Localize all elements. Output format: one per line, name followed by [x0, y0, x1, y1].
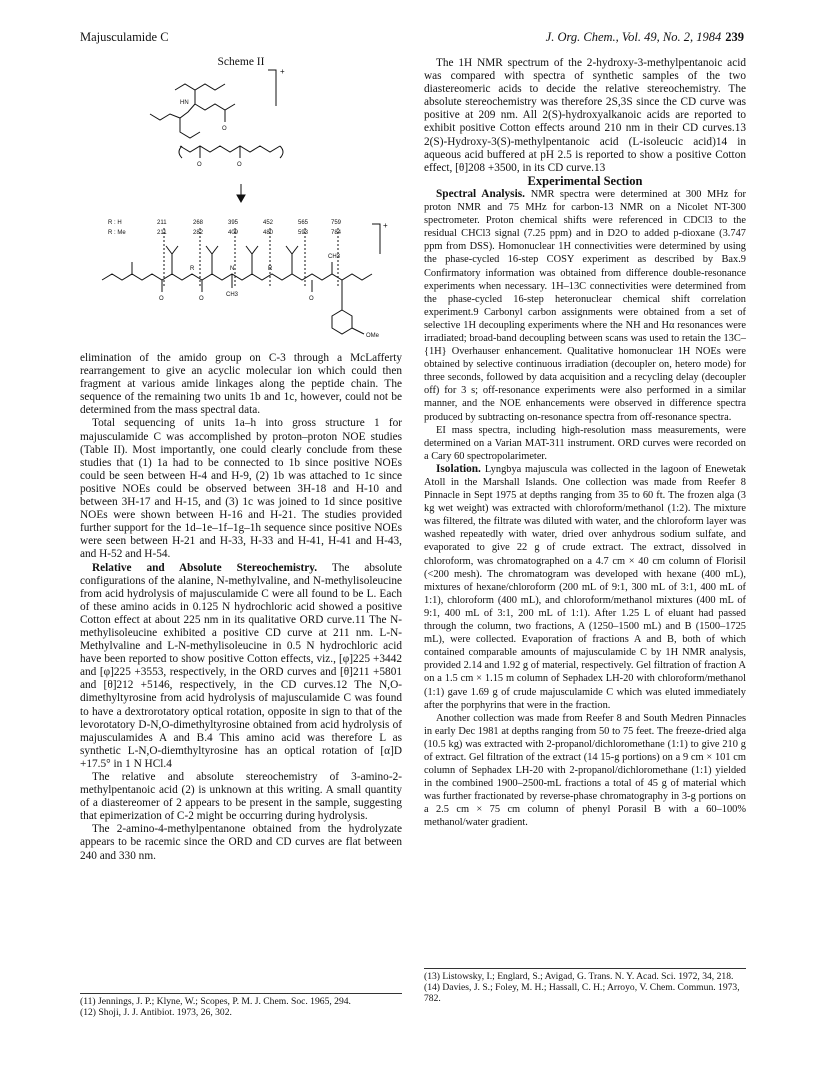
o-label-6: O	[309, 296, 314, 302]
subsection-heading-stereochemistry: Relative and Absolute Stereochemistry.	[92, 561, 318, 574]
isopropyl-bond-3	[246, 246, 258, 274]
o-label-4: O	[159, 296, 164, 302]
footnote-rule-right	[424, 968, 746, 969]
charge-label-lower: +	[383, 221, 388, 230]
footnotes-right	[424, 971, 746, 1005]
scheme-title: Scheme II	[217, 56, 265, 68]
r-label-1: R	[190, 266, 195, 272]
mass-h-395: 395	[228, 220, 239, 226]
mass-me-211: 211	[157, 230, 167, 236]
left-paragraph-3-body: The absolute configurations of the alanine, N-methylvaline, and N-methylisoleucine from acid hydrolysis of majusculamide C were all found to be L. Each of these amino acids in 0.125 N hydrochloric acid showed a positive Cotton effect at about 225 nm in its qualitative ORD curve.11 The N-methylisoleucine exhibited a positive CD curve at 211 nm. L-N-Methylvaline and L-N-methylisoleucine in 0.5 N hydrochloric acid have been reported to show positive Cotton effects, viz., [φ]225 +3442 and [φ]225 +3553, respectively, in the ORD curves and [θ]211 +5801 and [θ]212 +5146, respectively, in the CD curves.12 The N,O-dimethyltyrosine from acid hydrolysis of majusculamide C was found to have a dextrorotatory optical rotation, opposite in sign to that of the levorotatory D-N,O-dimethyltyrosine obtained from acid hydrolysis of majusculamides A and B.4 This amino acid was therefore L as synthetic L-N,O-diemthyltyrosine has an optical rotation of [α]D +17.5° in 1 N HCl.4	[80, 561, 402, 770]
footnotes-left	[80, 996, 402, 1018]
mass-me-480: 480	[263, 230, 274, 236]
isopropyl-bond-4	[286, 246, 298, 274]
wavy-end-right	[280, 146, 283, 158]
footnote-13: (13) Listowsky, I.; Englard, S.; Avigad, G. Trans. N. Y. Acad. Sci. 1972, 34, 218.	[424, 971, 734, 982]
mass-me-282: 282	[193, 230, 204, 236]
mass-me-593: 593	[298, 230, 309, 236]
left-paragraph-4: The relative and absolute stereochemistry of 3-amino-2-methylpentanoic acid (2) is unknown at this writing. A small quantity of a diastereomer of 2 appears to be present in the sample, suggesting that epimerization of C-2 might be occurring during hydrolysis.	[80, 771, 402, 823]
o-label-1: O	[222, 126, 227, 132]
methoxy-bond	[352, 328, 364, 334]
reaction-arrow-head	[237, 195, 245, 202]
subsection-heading-isolation: Isolation.	[436, 462, 481, 475]
ring-bond-right	[195, 104, 235, 110]
footnote-12: (12) Shoji, J. J. Antibiot. 1973, 26, 302.	[80, 1007, 232, 1019]
mass-h-211: 211	[157, 220, 167, 226]
mass-h-565: 565	[298, 220, 309, 226]
mass-h-268: 268	[193, 220, 204, 226]
footnote-14: (14) Davies, J. S.; Foley, M. H.; Hassall, C. H.; Arroyo, V. Chem. Commun. 1973, 782.	[424, 982, 740, 1005]
left-paragraph-3	[80, 562, 402, 772]
scheme-figure	[80, 48, 402, 350]
row-label-h: R : H	[108, 220, 122, 226]
isopropyl-bond-2	[206, 246, 218, 274]
top-chain-bond	[175, 84, 225, 90]
n-label-1: N	[230, 266, 235, 272]
right-column	[424, 57, 746, 830]
row-label-me: R : Me	[108, 230, 126, 236]
r-label-2: R	[268, 266, 273, 272]
lower-ring-bond	[180, 118, 200, 138]
left-paragraph-5: The 2-amino-4-methylpentanone obtained from the hydrolyzate appears to be racemic since the ORD and CD curves are flat between 240 and 330 nm.	[80, 823, 402, 862]
left-paragraph-1: elimination of the amido group on C-3 through a McLafferty rearrangement to give an acyclic molecular ion which could then fragment at various amide linkages along the peptide chain. The sequence of the remaining two units 1b and 1c, however, could not be determined from the mass spectral data.	[80, 352, 402, 417]
footnote-rule-left	[80, 993, 402, 994]
charge-bracket-lower	[372, 224, 380, 254]
o-label-5: O	[199, 296, 204, 302]
left-column	[80, 352, 402, 863]
right-paragraph-4-body: Lyngbya majuscula was collected in the lagoon of Enewetak Atoll in the Marshall Islands. One collection was made from Reefer 8 Pinnacle in Sept 1975 at depths ranging from 35 to 60 ft. The frozen alga (3 kg wet weight) was extracted with chloroform/methanol (1:2). The mixture was filtered, the filtrate was diluted with water, and the chloroform layer was washed repeatedly with water, dried over anhydrous sodium sulfate, and evaporated to give 22 g of crude extract. The extract, dissolved in chloroform, was chromatographed on a 4.7 cm × 40 cm column of Florisil (<200 mesh). The chromatogram was developed with hexane (400 mL), mixtures of hexane/chloroform (200 mL of 9:1, 300 mL of 3:1, 400 mL of 1:1), chloroform (400 mL), and chloroform/methanol mixtures (400 mL of 9:1, 400 mL of 3:1, 200 mL of 1:1). After 1.25 L of eluant had passed through the column, two fractions, A (1250–1500 mL) and B (1500–1725 mL), were collected. Evaporation of fractions A and B, both of which contained comparable amounts of majusculamide C by 1H NMR analysis, provided 2.14 and 1.92 g of material, respectively. Gel filtration of fraction A on a 1.5 cm × 1.15 m column of Sephadex LH-20 with chloroform/methanol (1:1) gave 1.69 g of crude majusculamide C which was eluted immediately after the porphyrins that were in the fraction.	[424, 463, 746, 711]
mass-me-784: 784	[331, 230, 342, 236]
mass-h-759: 759	[331, 220, 342, 226]
right-paragraph-4	[424, 463, 746, 712]
page-number: 239	[725, 30, 744, 44]
subsection-heading-spectral: Spectral Analysis.	[436, 187, 525, 200]
right-paragraph-1: The 1H NMR spectrum of the 2-hydroxy-3-methylpentanoic acid was compared with spectra of synthetic samples of the two diastereomeric acids to decide the relative stereochemistry. The absolute stereochemistry was therefore 2S,3S since the CD curve was positive at 209 nm. All 2(S)-hydroxyalkanoic acids are reported to exhibit positive Cotton effects around 210 nm in their CD curves.13 2(S)-Hydroxy-3(S)-methylpentanoic acid (L-isoleucic acid)14 in aqueous acid buffered at pH 2.5 is reported to show a positive Cotton effect, [θ]208 +3500, in its CD curve.13	[424, 57, 746, 174]
charge-bracket	[268, 70, 276, 106]
mass-me-409: 409	[228, 230, 239, 236]
left-paragraph-2: Total sequencing of units 1a–h into gross structure 1 for majusculamide C was accomplished by proton–proton NOE studies (Table II). Most importantly, one could clearly conclude from these studies that (1) 1a had to be connected to 1b since positive NOEs could be seen between H-4 and H-9, (2) 1b was attached to 1c since positive NOEs could be observed between 3H-18 and H-10 and between 3H-17 and H-15, and (3) 1c was joined to 1d since positive NOEs were shown between H-16 and H-21. The studies provided further support for the 1d–1e–1f–1g–1h sequence since positive NOEs were seen between H-21 and H-33, H-33 and H-41, H-41 and H-43, and H-52 and H-54.	[80, 417, 402, 561]
scheme-structure-drawing	[80, 48, 402, 350]
right-paragraph-2	[424, 188, 746, 424]
o-label-3: O	[237, 162, 242, 168]
phenyl-ring	[332, 310, 352, 334]
right-paragraph-3: EI mass spectra, including high-resolution mass measurements, were determined on a Varian MAT-311 instrument. ORD curves were recorded on a Cary 60 spectropolarimeter.	[424, 424, 746, 462]
mass-h-452: 452	[263, 220, 274, 226]
section-heading-experimental: Experimental Section	[527, 173, 643, 188]
ch3-label-2: CH3	[328, 254, 341, 260]
charge-label-upper: +	[280, 67, 285, 76]
ch3-label-1: CH3	[226, 292, 239, 298]
wavy-end-left	[179, 146, 182, 158]
right-paragraph-5: Another collection was made from Reefer 8 and South Medren Pinnacles in early Dec 1981 at depths ranging from 50 to 75 feet. The freeze-dried alga (10.5 kg) was extracted with 2-propanol/dichloromethane (1:1) to give 210 g of extract. Gel filtration of the extract (14 15-g portions) on a 9 cm × 101 cm column of Sephadex LH-20 with 2-propanol/dichloromethane (1:1) yielded in the combined 1900–2500-mL fractions a total of 45 g of material which was further fractionated by reverse-phase chromatography in 3-g portions on a 2.5 cm × 75 cm column of phenyl Porasil B with a 60–100% methanol/water gradient.	[424, 712, 746, 829]
isopropyl-bond-1	[166, 246, 178, 274]
footnote-11: (11) Jennings, J. P.; Klyne, W.; Scopes, P. M. J. Chem. Soc. 1965, 294.	[80, 996, 351, 1007]
running-head-title: Majusculamide C	[80, 30, 169, 44]
lower-chain-bond	[180, 146, 280, 152]
o-label-2: O	[197, 162, 202, 168]
hn-label: HN	[180, 100, 189, 106]
ome-label: OMe	[366, 333, 380, 339]
backbone-bond	[102, 274, 372, 280]
journal-citation: J. Org. Chem., Vol. 49, No. 2, 1984	[545, 30, 722, 44]
running-head-journal	[546, 30, 744, 45]
right-paragraph-2-body: NMR spectra were determined at 300 MHz for proton NMR and 75 MHz for carbon-13 NMR on a Nicolet NT-300 spectrometer. Proton chemical shifts were referenced in CDCl3 to the residual CHCl3 signal (7.25 ppm) and in D2O to added p-dioxane (3.747 ppm from DSS). Homonuclear 1H connectivities were determined by using the phase-cycled 16-step COSY experiment as described by Bax.9 Confirmatory information was obtained from difference double-resonance experiments when necessary. 1H–13C connectivities were determined from the phase-cycled 16-step heteronuclear chemical shift correlation experiment.9 Carbonyl carbon assignments were obtained from a set of selective 1H decoupling experiments where the NH and Hα resonances were irradiated; broad-band decoupling between scans was used to retain the 13C–{1H} Overhauser enhancement. Qualitative homonuclear 1H NOEs were obtained by selective continuous irradiation (decoupler on, hetero mode) for three seconds, followed by data acquisition and a recycling delay (decoupler off) for 3 s; off-resonance experiments were also performed in a similar manner, and the NOE enhancements were observed in difference spectra produced by subtracting on-resonance spectra from off-resonance spectra.	[424, 188, 746, 423]
